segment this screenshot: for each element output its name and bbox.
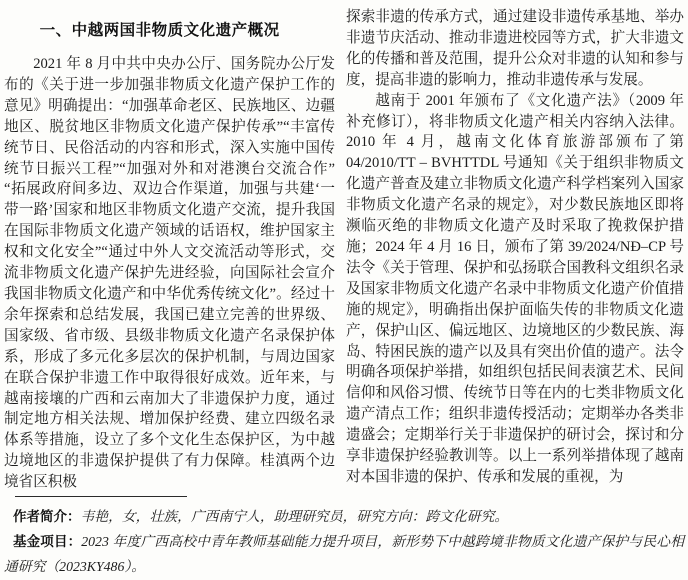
footnote-author-bio-label: 作者简介： (13, 509, 81, 524)
footnote-fund-project-label: 基金项目： (13, 534, 82, 549)
right-column (346, 7, 684, 488)
footnote-separator-line (15, 496, 187, 497)
section-heading: 一、中越两国非物质文化遗产概况 (39, 22, 280, 39)
footnote-author-bio (4, 504, 684, 529)
footnote-author-bio-text: 韦艳，女，壮族，广西南宁人，助理研究员，研究方向：跨文化研究。 (80, 509, 509, 524)
footnote (4, 496, 684, 579)
paragraph-vietnam-overview: 越南于 2001 年颁布了《文化遗产法》（2009 年补充修订），将非物质文化遗产相关内容纳入法律。2010 年 4 月，越南文化体育旅游部颁布了第 04/2010/TT – BVHTTDL 号通知《关于组织非物质文化遗产普查及建立非物质文化遗产科学档案列入国家非物质文化遗产名录的规定》，对少数民族地区即将濒临灭绝的非物质文化遗产及时采取了挽救保护措施；2024 年 4 月 16 日，颁布了第 39/2024/NĐ–CP 号法令《关于管理、保护和弘扬联合国教科文组织名录及国家非物质文化遗产名录中非物质文化遗产价值措施的规定》，明确指出保护面临失传的非物质文化遗产，保护山区、偏远地区、边境地区的少数民族、海岛、特困民族的遗产以及具有突出价值的遗产。法令明确各项保护举措，如组织包括民间表演艺术、民间信仰和风俗习惯、传统节日等在内的七类非物质文化遗产清点工作；组织非遗传授活动；定期举办各类非遗盛会；定期举行关于非遗保护的研讨会，探讨和分享非遗保护经验教训等。以上一系列举措体现了越南对本国非遗的保护、传承和发展的重视，为 (346, 92, 684, 485)
footnote-fund-project (4, 529, 684, 579)
left-column (4, 0, 335, 493)
paragraph-china-overview-continuation: 探索非遗的传承方式，通过建设非遗传承基地、举办非遗节庆活动、推动非遗进校园等方式，扩大非遗文化的传播和普及范围，提升公众对非遗的认知和参与度，提高非遗的影响力，推动非遗传承与发展。 (346, 9, 684, 88)
paragraph-china-overview: 2021 年 8 月中共中央办公厅、国务院办公厅发布的《关于进一步加强非物质文化遗产保护工作的意见》明确提出：“加强革命老区、民族地区、边疆地区、脱贫地区非物质文化遗产保护传承”“丰富传统节日、民俗活动的内容和形式，深入实施中国传统节日振兴工程”“加强对外和对港澳台交流合作”“拓展政府间多边、双边合作渠道，加强与共建‘一带一路’国家和地区非物质文化遗产交流，提升我国在国际非物质文化遗产领域的话语权，维护国家主权和文化安全”“通过中外人文交流活动等形式，交流非物质文化遗产保护先进经验，向国际社会宣介我国非物质文化遗产和中华优秀传统文化”。经过十余年探索和总结发展，我国已建立完善的世界级、国家级、省市级、县级非物质文化遗产名录保护体系，形成了多元化多层次的保护机制，与周边国家在联合保护非遗工作中取得很好成效。近年来，与越南接壤的广西和云南加大了非遗保护力度，通过制定地方相关法规、增加保护经费、建立四级名录体系等措施，设立了多个文化生态保护区，为中越边境地区的非遗保护提供了有力保障。桂滇两个边境省区积极 (4, 56, 335, 491)
footnote-fund-project-text: 2023 年度广西高校中青年教师基础能力提升项目，新形势下中越跨境非物质文化遗产保护与民心相通研究（2023KY486）。 (4, 534, 685, 574)
